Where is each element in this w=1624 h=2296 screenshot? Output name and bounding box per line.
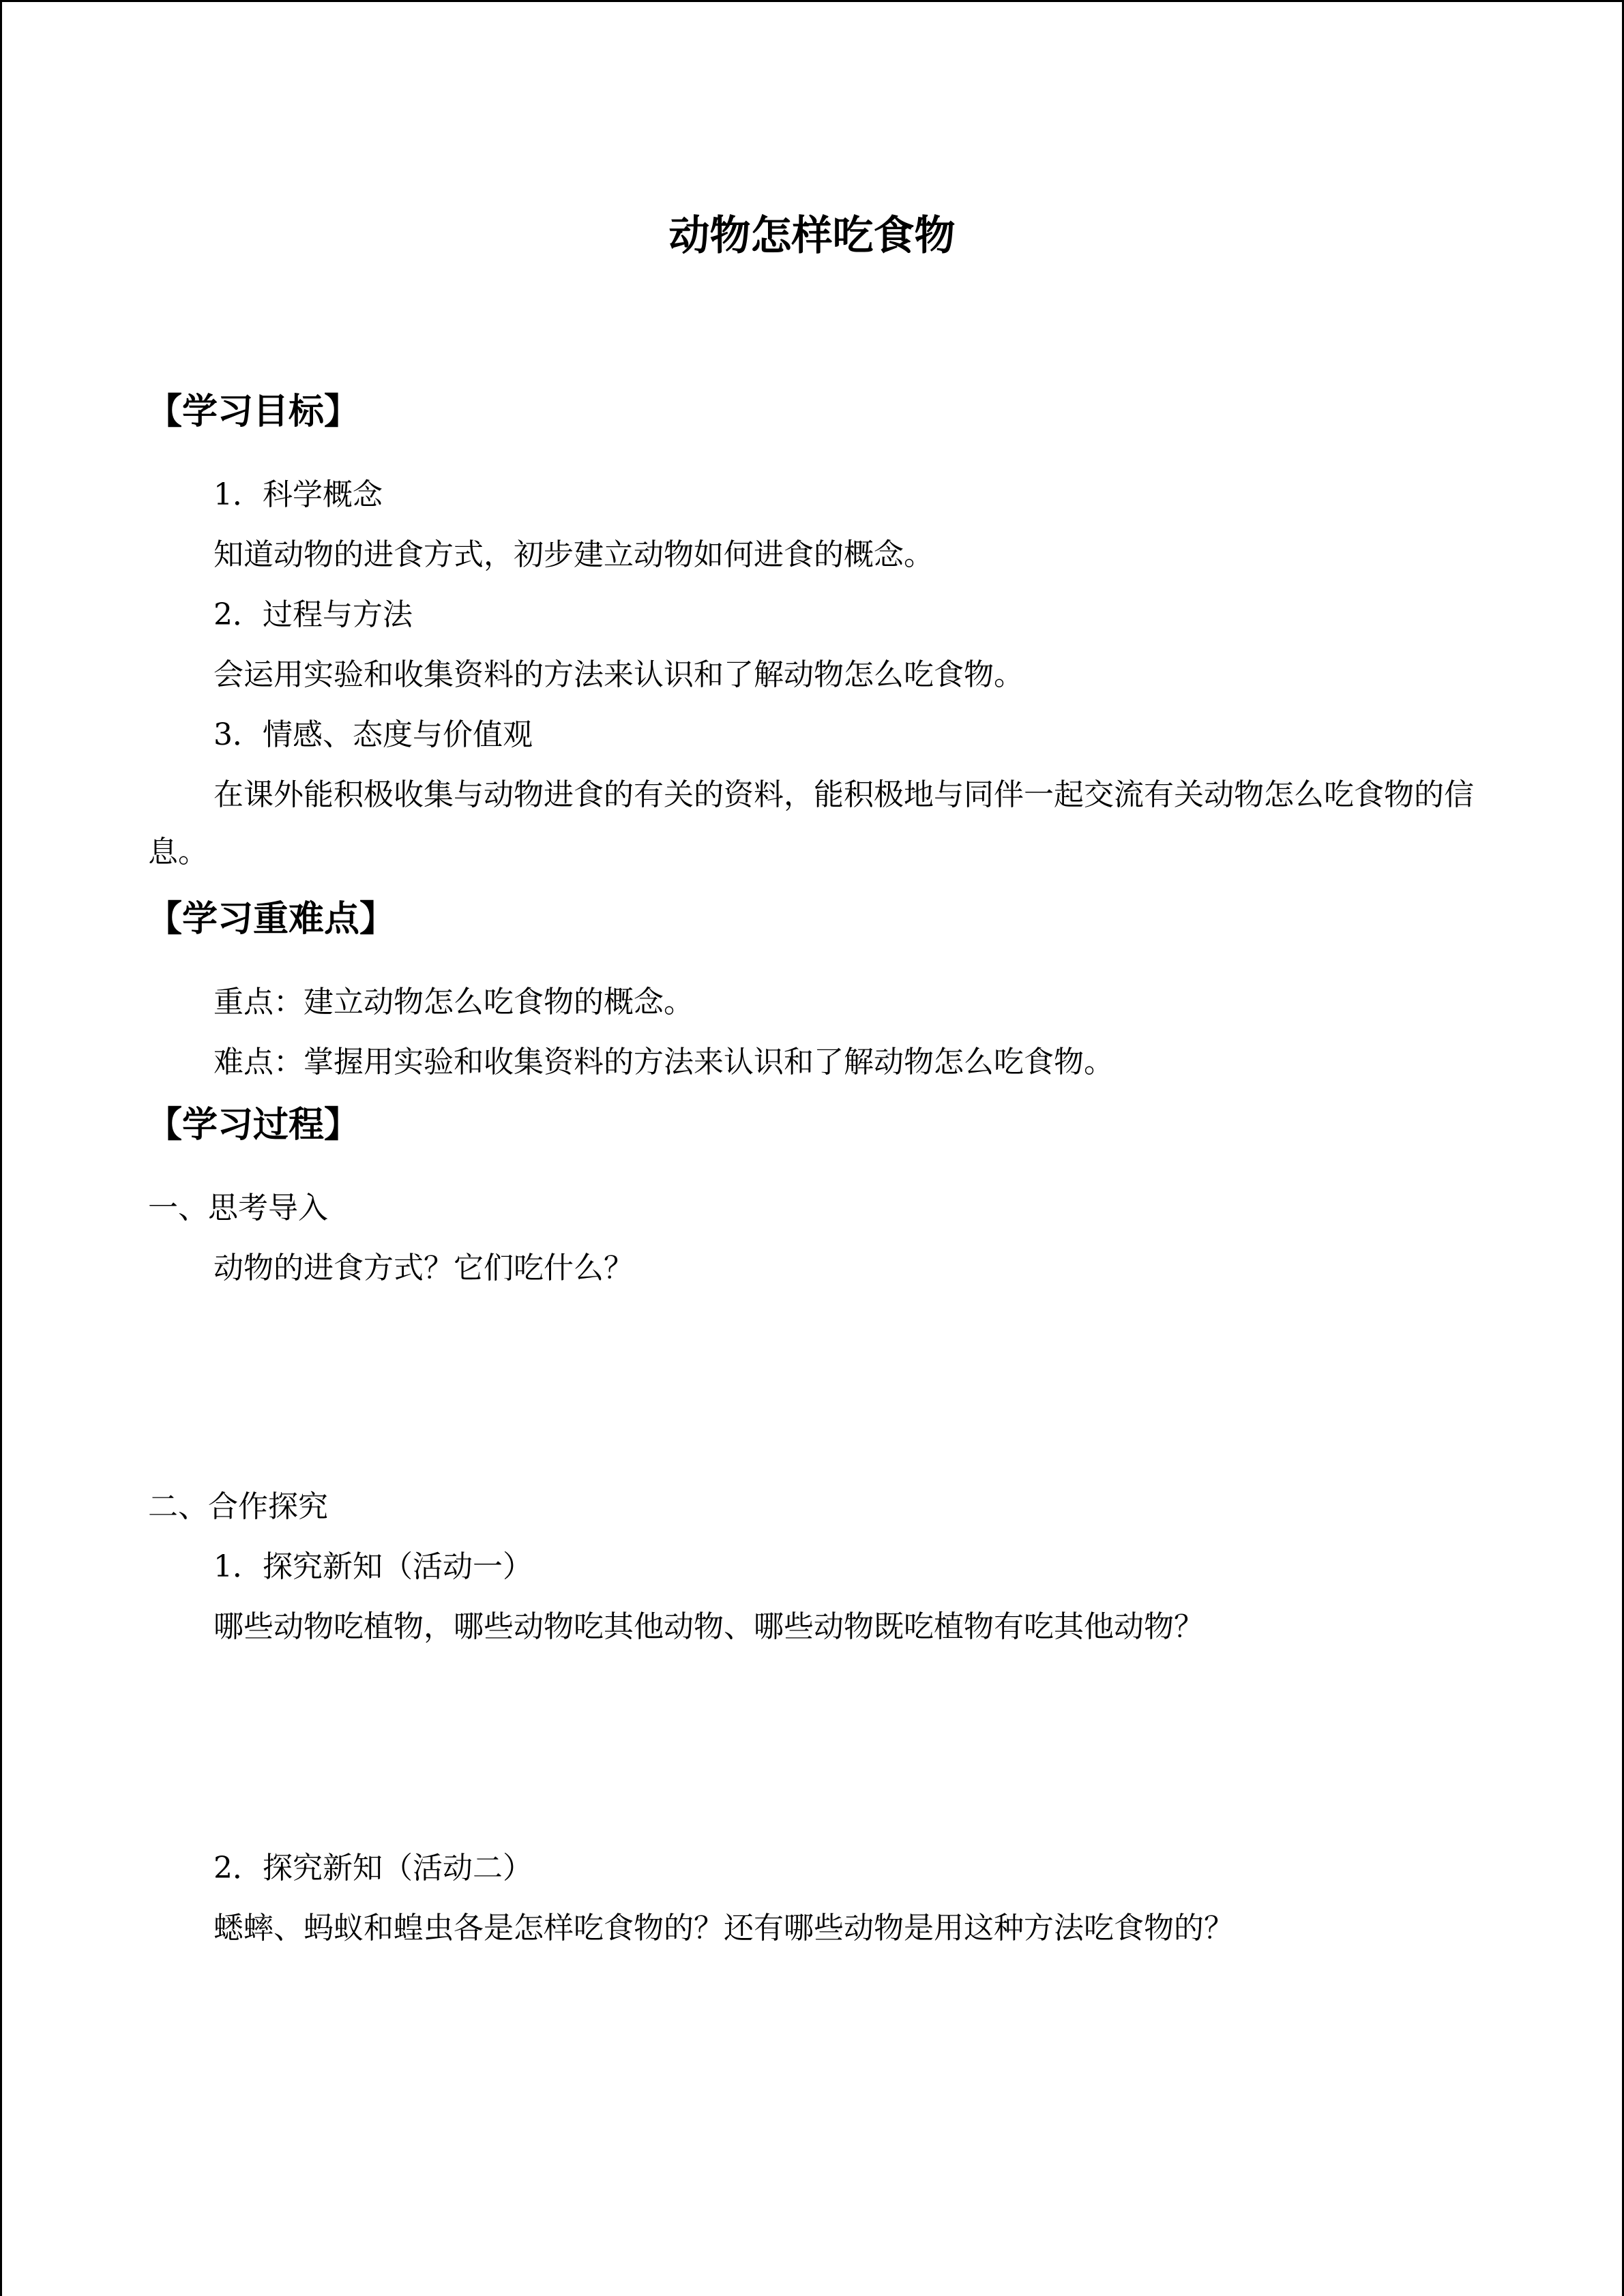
activity-2-title: 2．探究新知（活动二） — [213, 1851, 533, 1885]
objectives-heading: 【学习目标】 — [147, 391, 360, 432]
objective-3-text: 在课外能积极收集与动物进食的有关的资料，能积极地与同伴一起交流有关动物怎么吃食物的信息。 — [148, 777, 1474, 869]
objective-2-title: 2．过程与方法 — [213, 597, 413, 632]
objective-1-text: 知道动物的进食方式，初步建立动物如何进食的概念。 — [213, 537, 934, 572]
key-points-heading: 【学习重难点】 — [147, 899, 396, 940]
page-border-top — [0, 0, 1624, 2]
page-title: 动物怎样吃食物 — [668, 212, 956, 260]
objective-1-title: 1．科学概念 — [213, 477, 383, 512]
section-2-title: 二、合作探究 — [148, 1489, 328, 1524]
objective-3-title: 3．情感、态度与价值观 — [213, 717, 533, 752]
difficult-point: 难点：掌握用实验和收集资料的方法来认识和了解动物怎么吃食物。 — [213, 1045, 1114, 1079]
section-1-question: 动物的进食方式？它们吃什么？ — [213, 1251, 634, 1285]
section-1-title: 一、思考导入 — [148, 1191, 328, 1225]
activity-2-question: 蟋蟀、蚂蚁和蝗虫各是怎样吃食物的？还有哪些动物是用这种方法吃食物的？ — [213, 1911, 1234, 1945]
process-heading: 【学习过程】 — [147, 1105, 360, 1146]
activity-1-title: 1．探究新知（活动一） — [213, 1549, 533, 1584]
page-border-left — [0, 0, 2, 2296]
activity-1-question: 哪些动物吃植物，哪些动物吃其他动物、哪些动物既吃植物有吃其他动物？ — [213, 1609, 1204, 1644]
key-point: 重点：建立动物怎么吃食物的概念。 — [213, 985, 694, 1019]
objective-2-text: 会运用实验和收集资料的方法来认识和了解动物怎么吃食物。 — [213, 657, 1024, 692]
